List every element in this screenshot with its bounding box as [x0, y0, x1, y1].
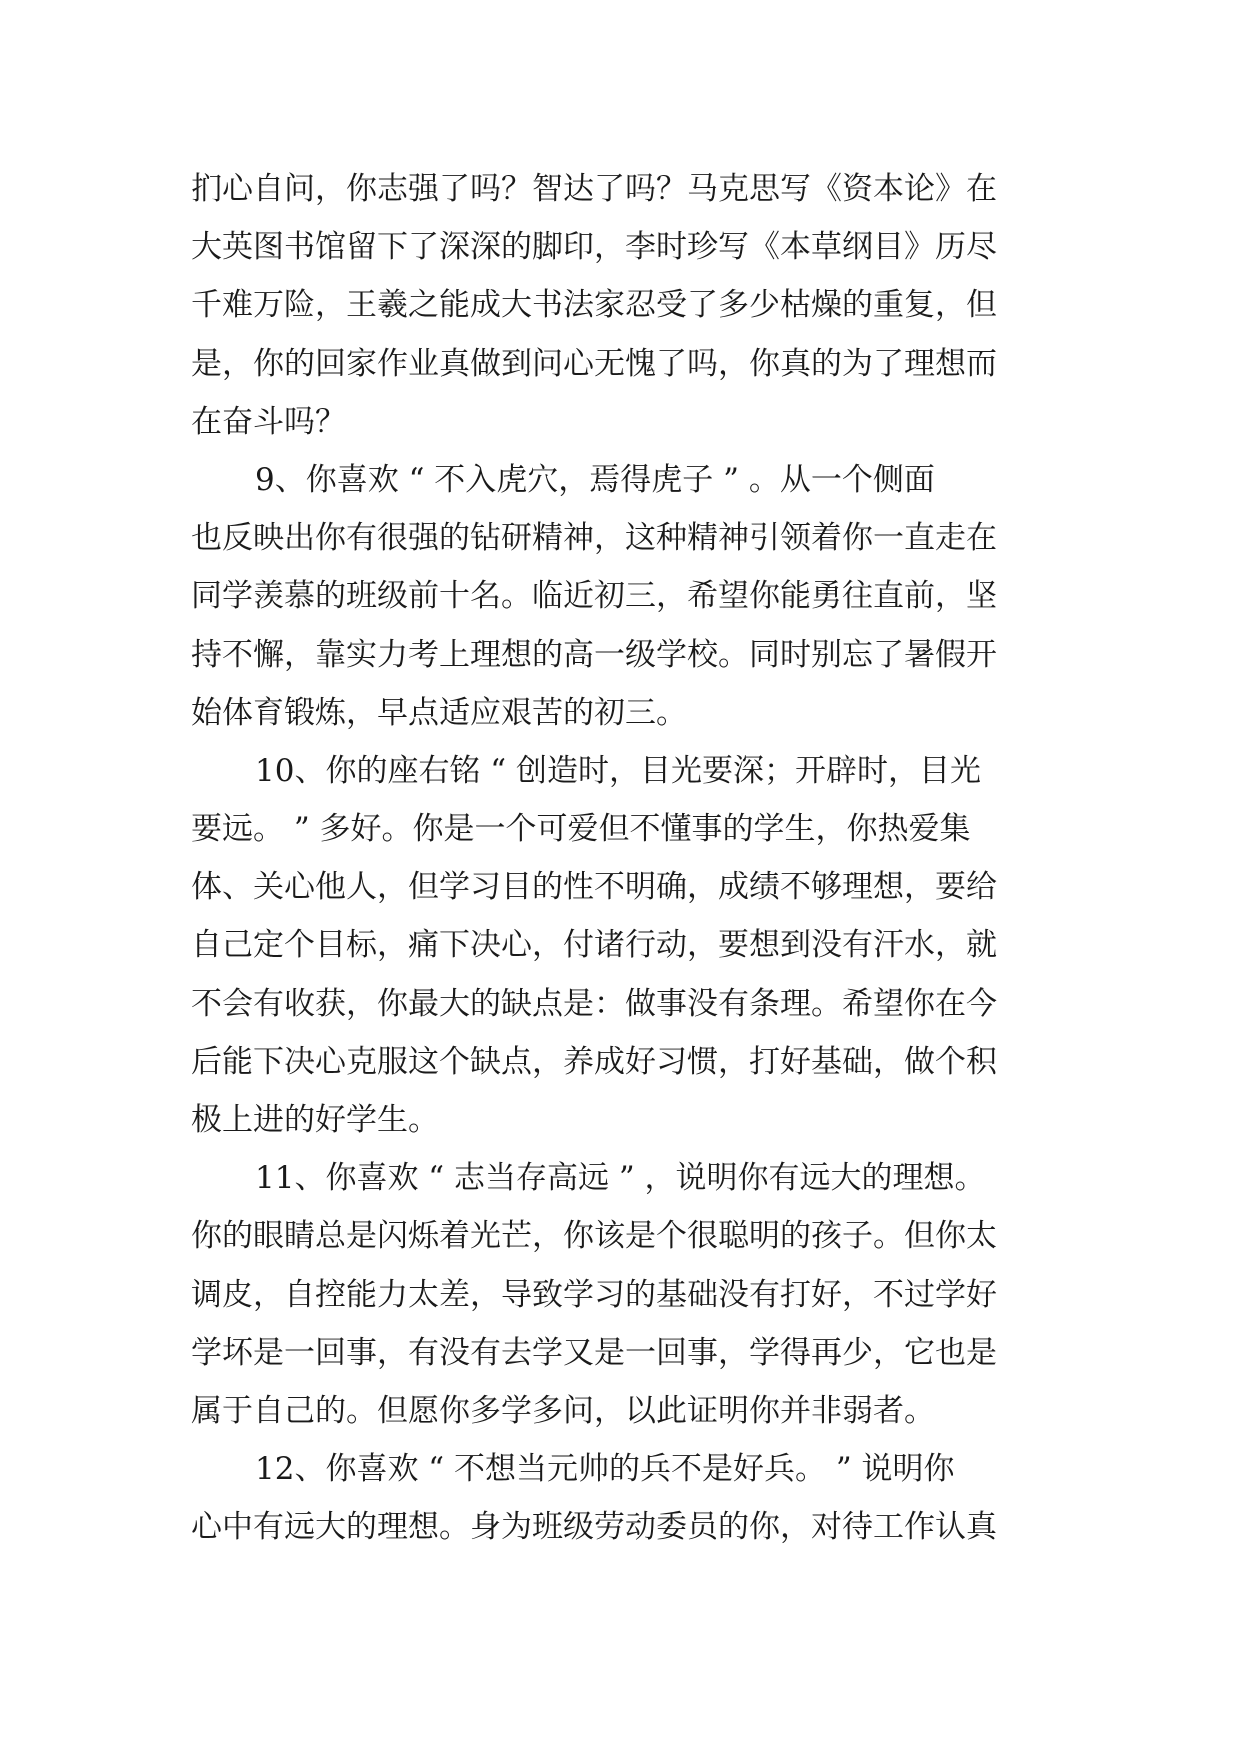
text-line: 学坏是一回事，有没有去学又是一回事，学得再少，它也是	[191, 1334, 997, 1371]
text-line: 你的眼睛总是闪烁着光芒，你该是个很聪明的孩子。但你太	[191, 1218, 997, 1255]
text-line: 不会有收获，你最大的缺点是：做事没有条理。希望你在今	[191, 985, 997, 1022]
paragraph-first-line: 12、你喜欢 “ 不想当元帅的兵不是好兵。 ” 说明你	[255, 1451, 955, 1488]
text-line: 调皮，自控能力太差，导致学习的基础没有打好，不过学好	[191, 1276, 997, 1313]
text-line: 体、关心他人，但学习目的性不明确，成绩不够理想，要给	[191, 869, 997, 906]
text-line: 是，你的回家作业真做到问心无愧了吗，你真的为了理想而	[191, 345, 997, 382]
text-line: 扪心自问，你志强了吗？智达了吗？马克思写《资本论》在	[191, 171, 997, 207]
paragraph-first-line: 9、你喜欢 “ 不入虎穴，焉得虎子 ” 。从一个侧面	[255, 461, 935, 498]
text-line: 千难万险，王羲之能成大书法家忍受了多少枯燥的重复，但	[191, 287, 997, 324]
text-line: 自己定个目标，痛下决心，付诸行动，要想到没有汗水，就	[191, 927, 997, 964]
text-line: 心中有远大的理想。身为班级劳动委员的你，对待工作认真	[191, 1509, 997, 1546]
document-body	[191, 160, 1061, 1557]
text-line: 也反映出你有很强的钻研精神，这种精神引领着你一直走在	[191, 520, 997, 557]
paragraph-first-line: 10、你的座右铭 “ 创造时，目光要深；开辟时，目光	[255, 752, 982, 789]
text-line: 同学羡慕的班级前十名。临近初三，希望你能勇往直前，坚	[191, 578, 997, 615]
text-line: 始体育锻炼，早点适应艰苦的初三。	[191, 694, 687, 731]
text-line: 属于自己的。但愿你多学多问，以此证明你并非弱者。	[191, 1392, 935, 1429]
text-line: 后能下决心克服这个缺点，养成好习惯，打好基础，做个积	[191, 1043, 997, 1080]
text-line: 持不懈，靠实力考上理想的高一级学校。同时别忘了暑假开	[191, 636, 997, 673]
text-line: 在奋斗吗？	[191, 403, 346, 440]
paragraph-first-line: 11、你喜欢 “ 志当存高远 ” ，说明你有远大的理想。	[255, 1160, 986, 1197]
text-line: 要远。 ” 多好。你是一个可爱但不懂事的学生，你热爱集	[191, 811, 971, 848]
text-line: 大英图书馆留下了深深的脚印，李时珍写《本草纲目》历尽	[191, 229, 997, 266]
text-line: 极上进的好学生。	[191, 1102, 439, 1138]
